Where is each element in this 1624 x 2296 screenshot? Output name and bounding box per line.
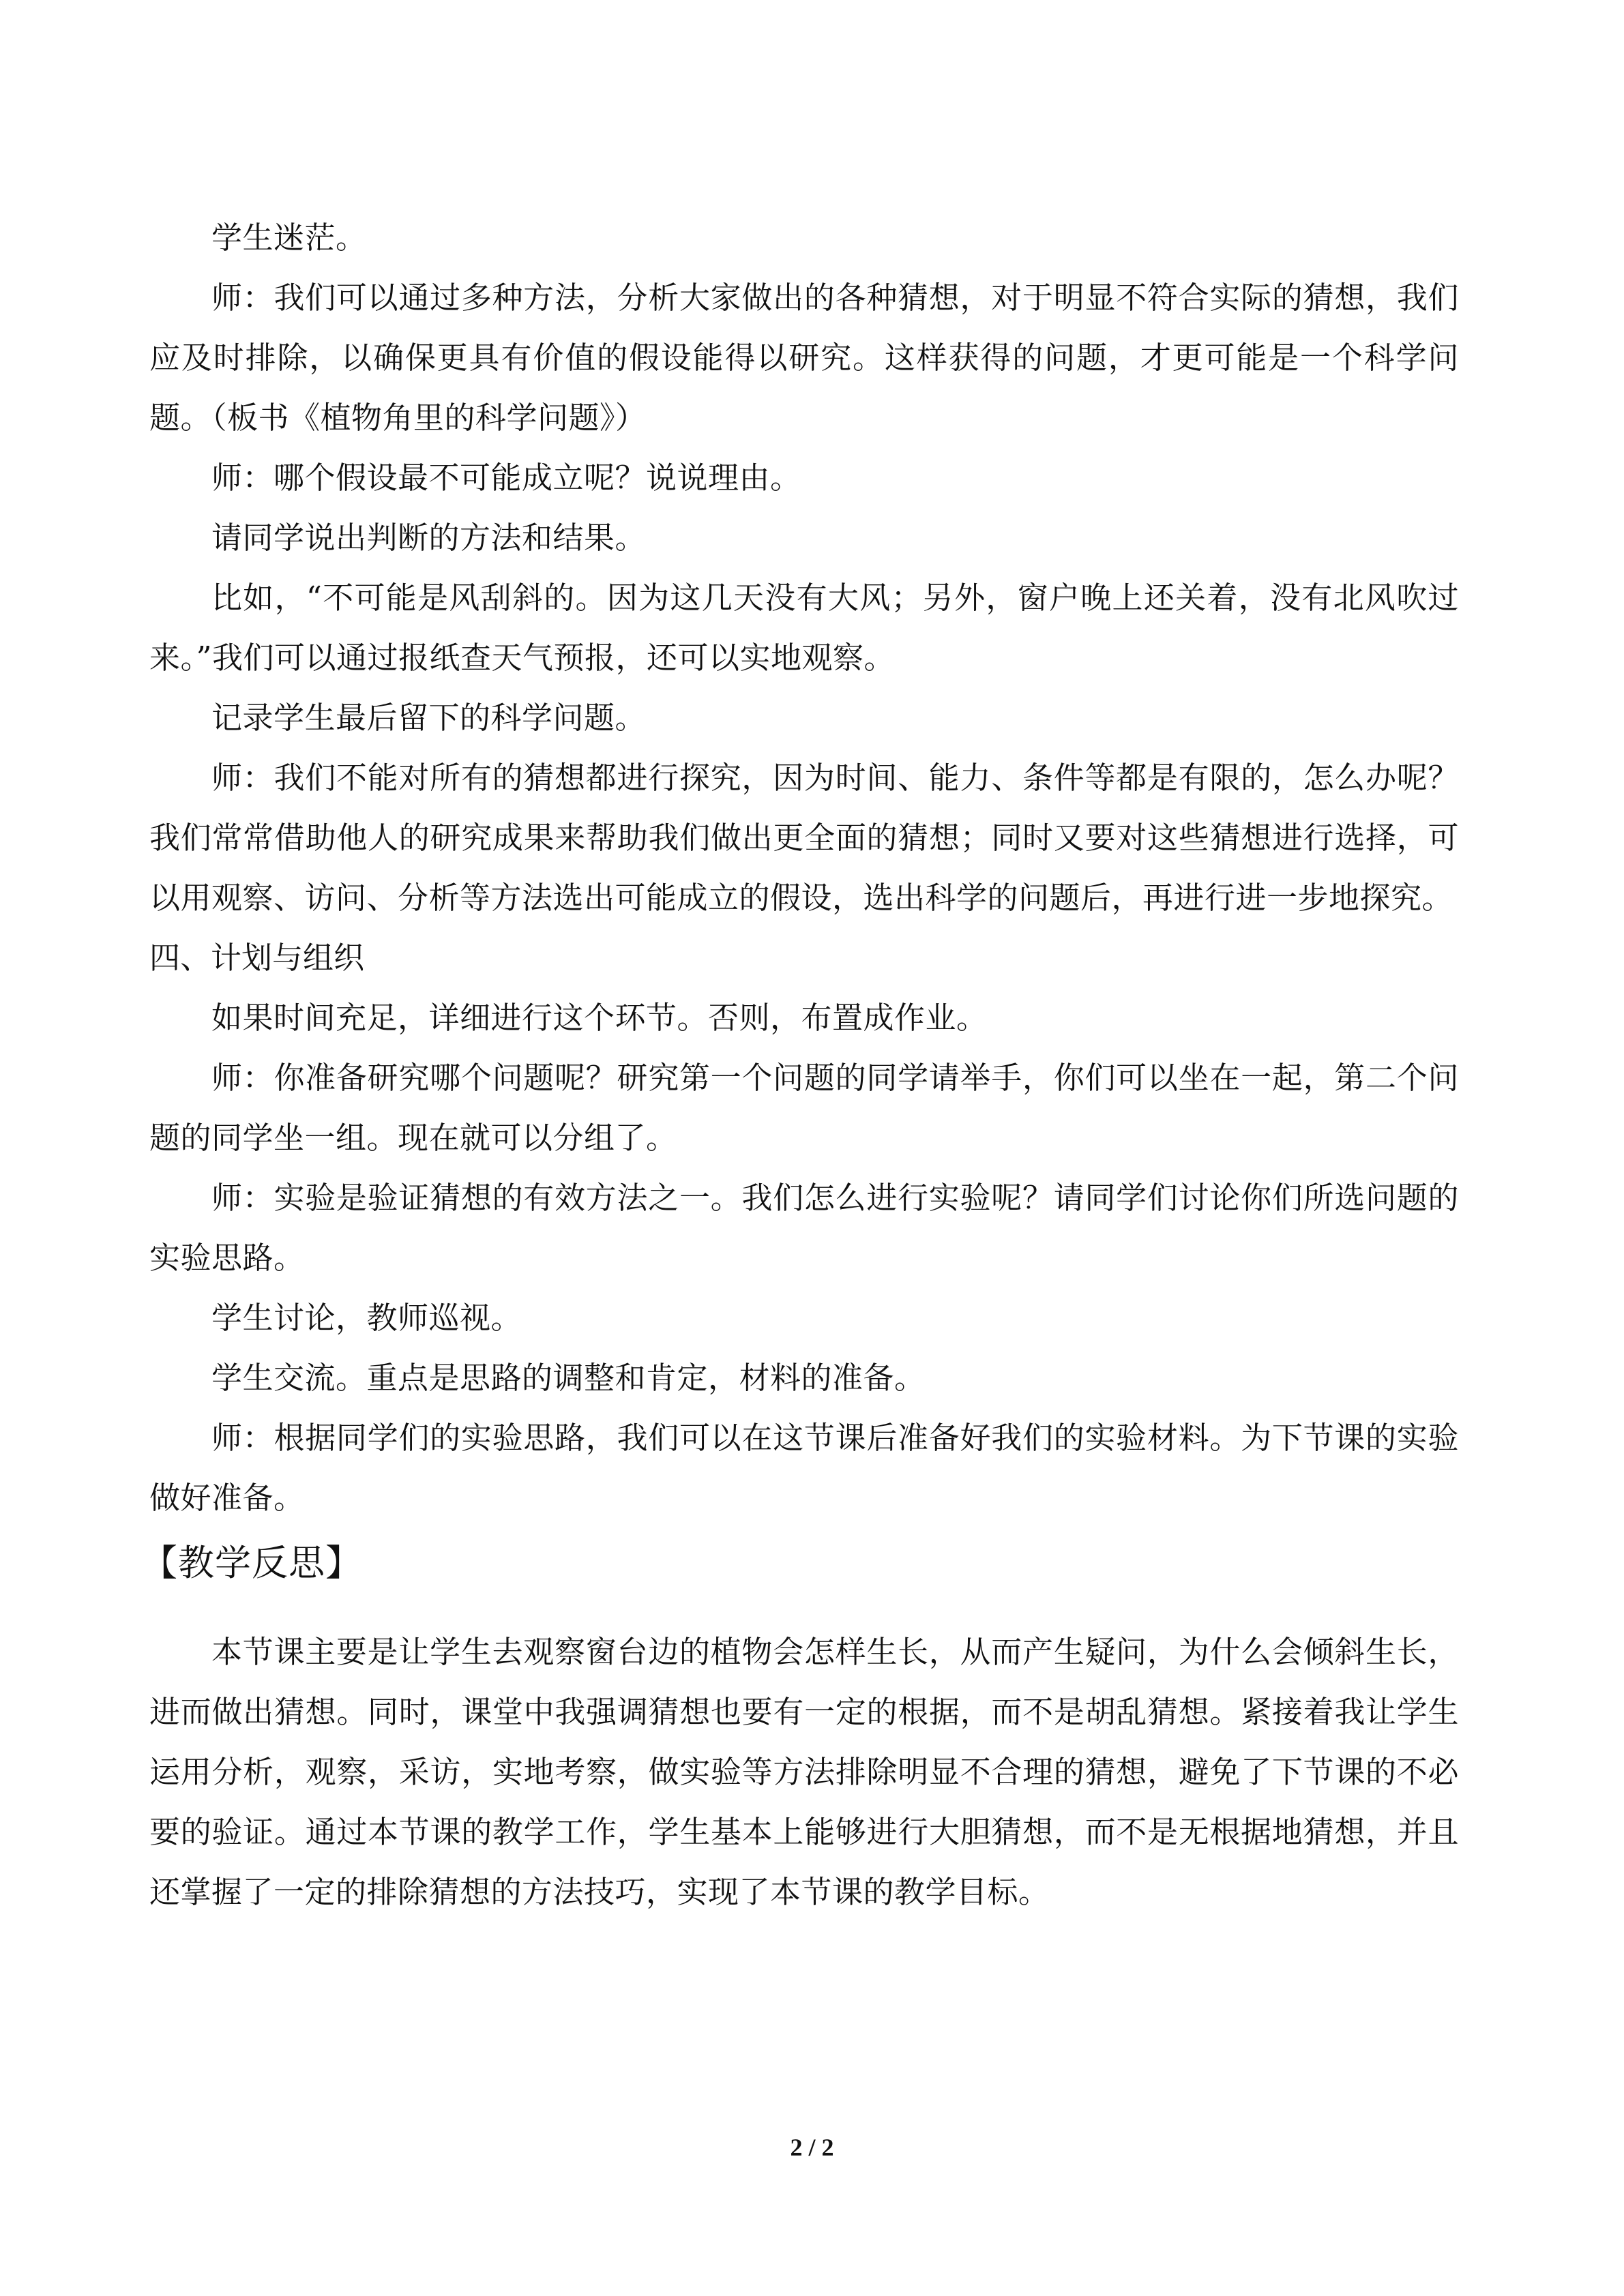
- paragraph-teacher-experiment: 师：实验是验证猜想的有效方法之一。我们怎么进行实验呢？请同学们讨论你们所选问题的实验思路。: [149, 1180, 1459, 1276]
- reflection-paragraph: 本节课主要是让学生去观察窗台边的植物会怎样生长，从而产生疑问，为什么会倾斜生长，进而做出猜想。同时，课堂中我强调猜想也要有一定的根据，而不是胡乱猜想。紧接着我让学生运用分析，观察，采访，实地考察，做实验等方法排除明显不合理的猜想，避免了下节课的不必要的验证。通过本节课的教学工作，学生基本上能够进行大胆猜想，而不是无根据地猜想，并且还掌握了一定的排除猜想的方法技巧，实现了本节课的教学目标。: [149, 1634, 1459, 1910]
- paragraph-student-judgment: 请同学说出判断的方法和结果。: [211, 520, 647, 556]
- spacer: [149, 1596, 1459, 1622]
- paragraph-student-discuss: 学生讨论，教师巡视。: [211, 1300, 522, 1336]
- paragraph-student-confused: 学生迷茫。: [211, 220, 367, 256]
- paragraph-time-note: 如果时间充足，详细进行这个环节。否则，布置成作业。: [211, 1000, 988, 1036]
- paragraph-teacher-analysis: 师：我们可以通过多种方法，分析大家做出的各种猜想，对于明显不符合实际的猜想，我们应及时排除，以确保更具有价值的假设能得以研究。这样获得的问题，才更可能是一个科学问题。（板书《植物角里的科学问题》）: [149, 280, 1459, 436]
- page-number: 2 / 2: [790, 2134, 834, 2161]
- paragraph-record-questions: 记录学生最后留下的科学问题。: [211, 700, 647, 736]
- paragraph-student-exchange: 学生交流。重点是思路的调整和肯定，材料的准备。: [211, 1360, 926, 1396]
- paragraph-teacher-question: 师：哪个假设最不可能成立呢？说说理由。: [211, 460, 801, 496]
- section-heading-plan: 四、计划与组织: [149, 940, 365, 976]
- document-body: [141, 208, 1459, 1922]
- paragraph-teacher-explore: 师：我们不能对所有的猜想都进行探究，因为时间、能力、条件等都是有限的，怎么办呢？我们常常借助他人的研究成果来帮助我们做出更全面的猜想；同时又要对这些猜想进行选择，可以用观察、访问、分析等方法选出可能成立的假设，选出科学的问题后，再进行进一步地探究。: [149, 760, 1459, 916]
- reflection-heading: 【教学反思】: [141, 1542, 362, 1584]
- paragraph-teacher-grouping: 师：你准备研究哪个问题呢？研究第一个问题的同学请举手，你们可以坐在一起，第二个问题的同学坐一组。现在就可以分组了。: [149, 1060, 1459, 1156]
- paragraph-teacher-prepare: 师：根据同学们的实验思路，我们可以在这节课后准备好我们的实验材料。为下节课的实验做好准备。: [149, 1420, 1459, 1516]
- paragraph-example: 比如，“不可能是风刮斜的。因为这几天没有大风；另外，窗户晚上还关着，没有北风吹过来。”我们可以通过报纸查天气预报，还可以实地观察。: [149, 580, 1459, 676]
